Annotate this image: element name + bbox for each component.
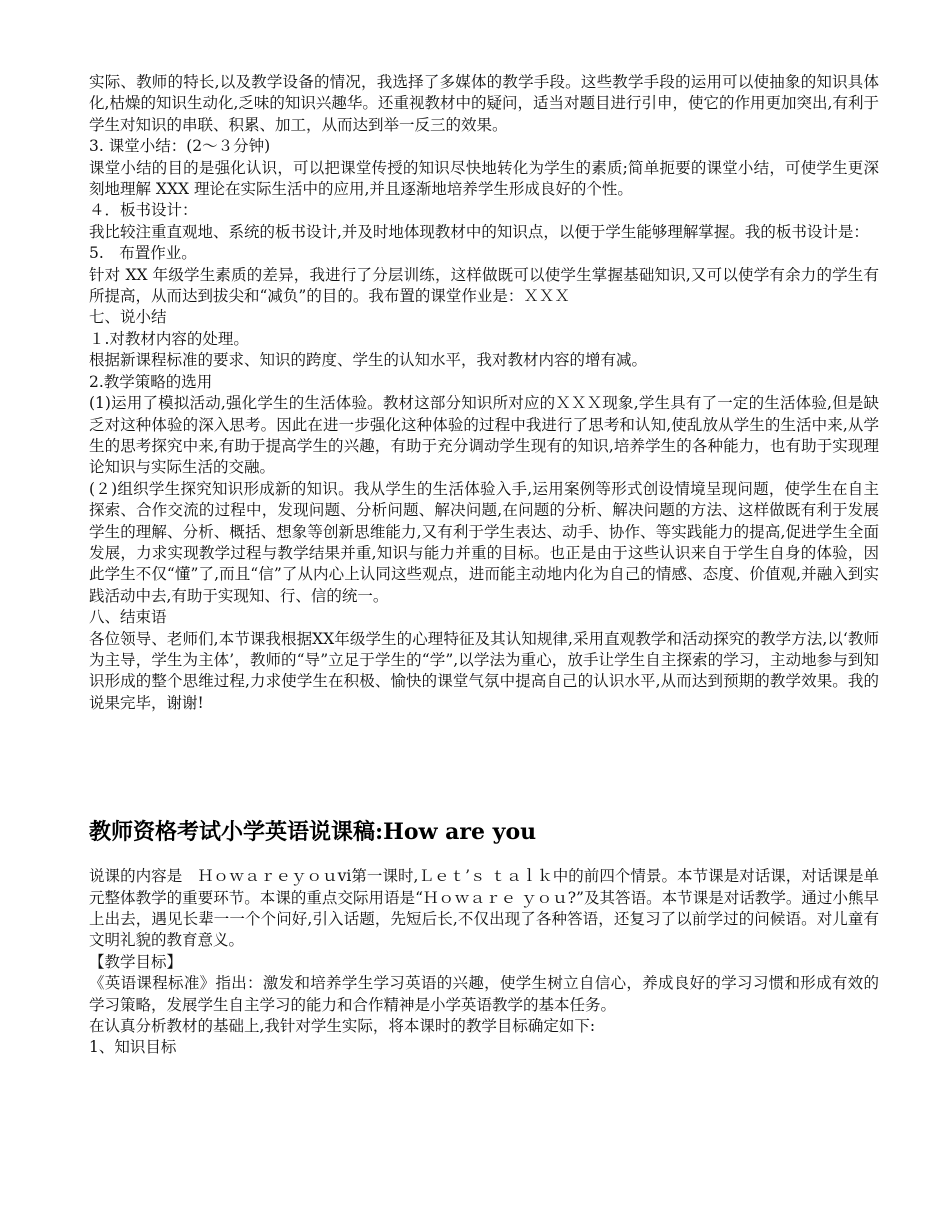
- heading-board-design: ４．板书设计：: [89, 201, 198, 220]
- paragraph-homework: 针对 XX 年级学生素质的差异，我进行了分层训练，这样做既可以使学生掌握基础知识,又可以使学有余力的学生有所提高，从而达到拔尖和“减负”的目的。我布置的课堂作业是：ＸＸＸ: [89, 265, 879, 306]
- paragraph-content-handling: 根据新课程标准的要求、知识的跨度、学生的认知水平，我对教材内容的增有减。: [89, 351, 648, 370]
- heading-homework: 5. 布置作业。: [89, 244, 197, 263]
- heading-summary: 七、说小结: [89, 308, 167, 327]
- paragraph-teaching-means: 实际、教师的特长,以及教学设备的情况，我选择了多媒体的教学手段。这些教学手段的运用可以使抽象的知识具体化,枯燥的知识生动化,乏味的知识兴趣华。还重视教材中的疑问，适当对题目进行引申，使它的作用更加突出,有利于学生对知识的串联、积累、加工，从而达到举一反三的效果。: [89, 73, 879, 134]
- document-page: [89, 72, 879, 1059]
- paragraph-board-design: 我比较注重直观地、系统的板书设计,并及时地体现教材中的知识点，以便于学生能够理解掌握。我的板书设计是：: [89, 222, 869, 241]
- heading-teaching-goals: 【教学目标】: [89, 952, 183, 971]
- document-title: 教师资格考试小学英语说课稿:How are you: [89, 819, 537, 846]
- heading-knowledge-goal: 1、知识目标: [89, 1038, 177, 1057]
- paragraph-strategy-1: (1)运用了模拟活动,强化学生的生活体验。教材这部分知识所对应的ＸＸＸ现象,学生具有了一定的生活体验,但是缺乏对这种体验的深入思考。因此在进一步强化这种体验的过程中我进行了思考和认知,使乱放从学生的生活中来,从学生的思考探究中来,有助于提高学生的兴趣，有助于充分调动学生现有的知识,培养学生的各种能力，也有助于实现理论知识与实际生活的交融。: [89, 394, 879, 477]
- heading-content-handling: １.对教材内容的处理。: [89, 329, 249, 348]
- paragraph-class-summary: 课堂小结的目的是强化认识，可以把课堂传授的知识尽快地转化为学生的素质;简单扼要的课堂小结，可使学生更深刻地理解 XXX 理论在实际生活中的应用,并且逐渐地培养学生形成良好的个性。: [89, 158, 879, 199]
- paragraph-lesson-content: 说课的内容是 Ｈｏｗａｒｅｙｏｕⅵ第一课时,Ｌｅｔ’ｓ ｔａｌｋ中的前四个情景。本节课是对话课，对话课是单元整体教学的重要环节。本课的重点交际用语是“Ｈｏｗａｒｅ ｙｏｕ?”及其答语。本节课是对话教学。通过小熊早上出去，遇见长辈一一个个问好,引入话题，先短后长,不仅出现了各种答语，还复习了以前学过的问候语。对儿童有文明礼貌的教育意义。: [89, 867, 879, 950]
- heading-closing: 八、结束语: [89, 608, 167, 627]
- paragraph-strategy-2: (２)组织学生探究知识形成新的知识。我从学生的生活体验入手,运用案例等形式创设情境呈现问题，使学生在自主探索、合作交流的过程中，发现问题、分析问题、解决问题,在问题的分析、解决问题的方法、这样做既有利于发展学生的理解、分析、概括、想象等创新思维能力,又有利于学生表达、动手、协作、等实践能力的提高,促进学生全面发展，力求实现教学过程与教学结果并重,知识与能力并重的目标。也正是由于这些认识来自于学生自身的体验，因此学生不仅“懂”了,而且“信”了从内心上认同这些观点，进而能主动地内化为自己的情感、态度、价值观,并融入到实践活动中去,有助于实现知、行、信的统一。: [89, 479, 879, 605]
- section-spacer: [89, 714, 879, 800]
- heading-strategy: 2.教学策略的选用: [89, 372, 213, 391]
- heading-class-summary: 3. 课堂小结：(2～３分钟): [89, 137, 271, 156]
- paragraph-curriculum-standard: 《英语课程标准》指出：激发和培养学生学习英语的兴趣，使学生树立自信心，养成良好的学习习惯和形成有效的学习策略，发展学生自主学习的能力和合作精神是小学英语教学的基本任务。: [89, 974, 879, 1014]
- paragraph-closing: 各位领导、老师们,本节课我根据XX年级学生的心理特征及其认知规律,采用直观教学和活动探究的教学方法,以‘教师为主导，学生为主体’，教师的“导”立足于学生的“学”,以学法为重心，放手让学生自主探索的学习，主动地参与到知识形成的整个思维过程,力求使学生在积极、愉快的课堂气氛中提高自己的认识水平,从而达到预期的教学效果。我的说果完毕，谢谢!: [89, 629, 879, 712]
- paragraph-goal-intro: 在认真分析教材的基础上,我针对学生实际，将本课时的教学目标确定如下:: [89, 1017, 596, 1036]
